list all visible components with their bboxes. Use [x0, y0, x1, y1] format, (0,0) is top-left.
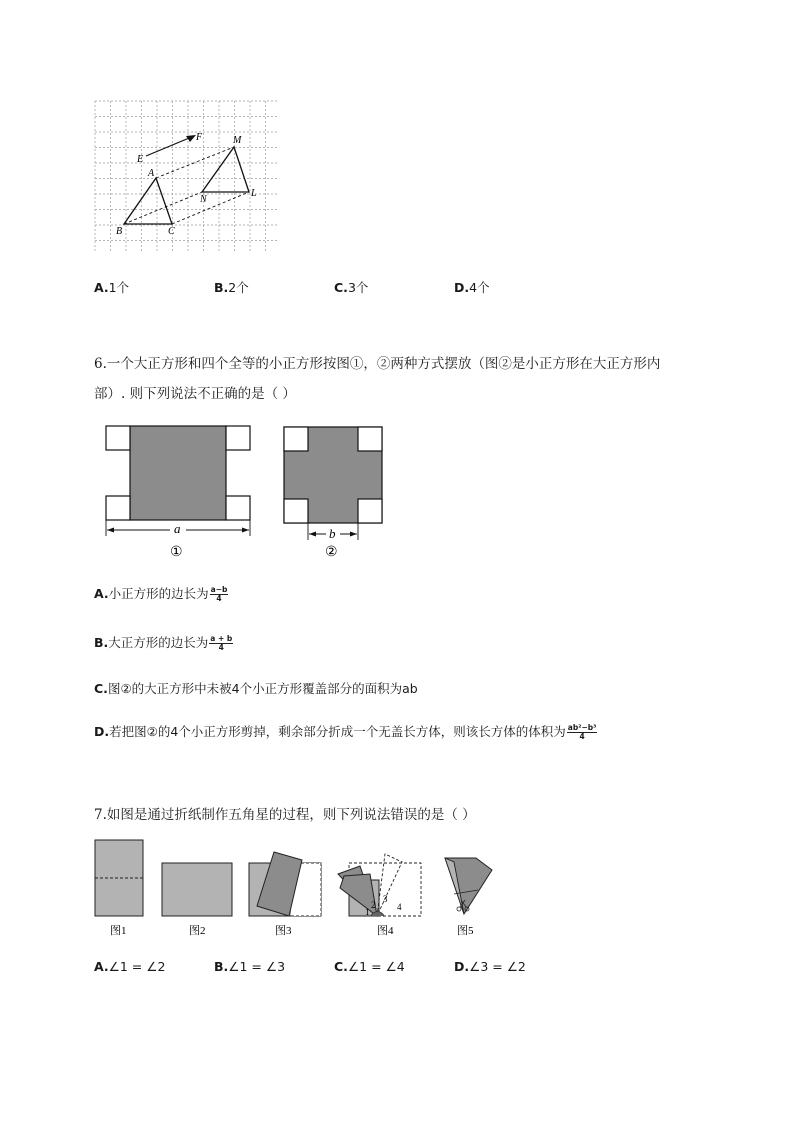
q6-option-d[interactable] [94, 722, 597, 741]
option-text: 3个 [347, 280, 369, 295]
label-b: b [329, 526, 336, 541]
option-letter: C. [334, 959, 348, 974]
q7-option-b[interactable] [214, 959, 285, 974]
fraction [209, 635, 233, 652]
angle-1: 1 [365, 907, 370, 917]
q5-option-b[interactable] [214, 278, 249, 296]
q6-option-a[interactable] [94, 584, 228, 603]
q5-option-d[interactable] [454, 278, 490, 296]
small-square-bl [284, 499, 308, 523]
q6-figure-2 [280, 422, 390, 562]
option-letter: B. [94, 635, 109, 650]
option-text: 1个 [108, 280, 130, 295]
option-text: 大正方形的边长为 [108, 635, 209, 650]
caption-fig1: 图1 [110, 925, 127, 937]
option-letter: D. [454, 959, 470, 974]
option-letter: C. [334, 280, 348, 295]
triangle-MNL [202, 147, 249, 192]
q7-folding-figures [92, 836, 512, 944]
option-letter: C. [94, 681, 108, 696]
q5-option-c[interactable] [334, 278, 368, 296]
option-letter: D. [94, 724, 110, 739]
triangle-ABC [124, 178, 172, 224]
q6-figure-1 [104, 422, 256, 562]
caption-fig4: 图4 [377, 925, 394, 937]
caption-fig5: 图5 [457, 925, 474, 937]
q6-stem-line2: 部）. 则下列说法不正确的是（ ） [94, 386, 296, 402]
q5-grid-figure [94, 100, 280, 254]
option-letter: B. [214, 959, 229, 974]
label-a: a [174, 521, 181, 536]
label-L: L [251, 188, 257, 199]
angle-4: 4 [397, 902, 402, 912]
q7-option-c[interactable] [334, 959, 405, 974]
fraction-denominator: 4 [579, 732, 585, 741]
q6-stem-line1: 6.一个大正方形和四个全等的小正方形按图①，②两种方式摆放（图②是小正方形在大正方形内 [94, 356, 661, 372]
caption-fig2: 图2 [189, 925, 206, 937]
dashed-CL [172, 192, 249, 224]
label-B: B [116, 226, 123, 237]
fraction-numerator: ab²−b³ [567, 723, 597, 732]
q5-option-a[interactable] [94, 278, 129, 296]
option-text: 若把图②的4个小正方形剪掉，剩余部分折成一个无盖长方体，则该长方体的体积为 [109, 724, 566, 739]
grid-lines [95, 101, 278, 252]
option-text: ∠1 = ∠2 [108, 959, 166, 974]
label-E: E [137, 154, 144, 165]
option-text: 图②的大正方形中未被4个小正方形覆盖部分的面积为ab [107, 681, 418, 696]
option-text: 小正方形的边长为 [108, 586, 209, 601]
option-text: 2个 [228, 280, 249, 295]
q7-option-d[interactable] [454, 959, 526, 974]
small-square-tl [106, 426, 130, 450]
option-letter: D. [454, 280, 470, 295]
option-letter: A. [94, 959, 109, 974]
caption-1: ① [170, 545, 183, 560]
label-M: M [233, 135, 242, 146]
option-letter: A. [94, 280, 109, 295]
fraction-numerator: a−b [210, 585, 228, 594]
small-square-bl [106, 496, 130, 520]
small-square-tr [358, 427, 382, 451]
small-square-br [226, 496, 250, 520]
fraction [210, 586, 229, 603]
small-square-br [358, 499, 382, 523]
angle-2: 2 [371, 900, 376, 910]
label-N: N [200, 194, 207, 205]
label-C: C [168, 226, 175, 237]
option-text: ∠1 = ∠4 [347, 959, 405, 974]
option-letter: B. [214, 280, 229, 295]
label-A: A [148, 168, 155, 179]
fig2-paper [162, 863, 232, 916]
small-square-tl [284, 427, 308, 451]
fraction-denominator: 4 [216, 594, 222, 603]
angle-3: 3 [383, 894, 388, 904]
option-letter: A. [94, 586, 109, 601]
small-square-tr [226, 426, 250, 450]
option-text: ∠3 = ∠2 [469, 959, 526, 974]
caption-2: ② [325, 545, 338, 560]
option-text: 4个 [469, 280, 490, 295]
vector-EF [146, 136, 194, 156]
caption-fig3: 图3 [275, 925, 292, 937]
big-square [130, 426, 226, 520]
fraction-denominator: 4 [218, 643, 224, 652]
fraction-numerator: a + b [210, 634, 233, 643]
q6-option-b[interactable] [94, 633, 233, 652]
q6-option-c[interactable] [94, 679, 418, 697]
q7-stem: 7.如图是通过折纸制作五角星的过程，则下列说法错误的是（ ） [94, 807, 476, 823]
option-text: ∠1 = ∠3 [228, 959, 286, 974]
fraction [567, 724, 598, 741]
label-F: F [196, 132, 203, 143]
q7-option-a[interactable] [94, 959, 165, 974]
